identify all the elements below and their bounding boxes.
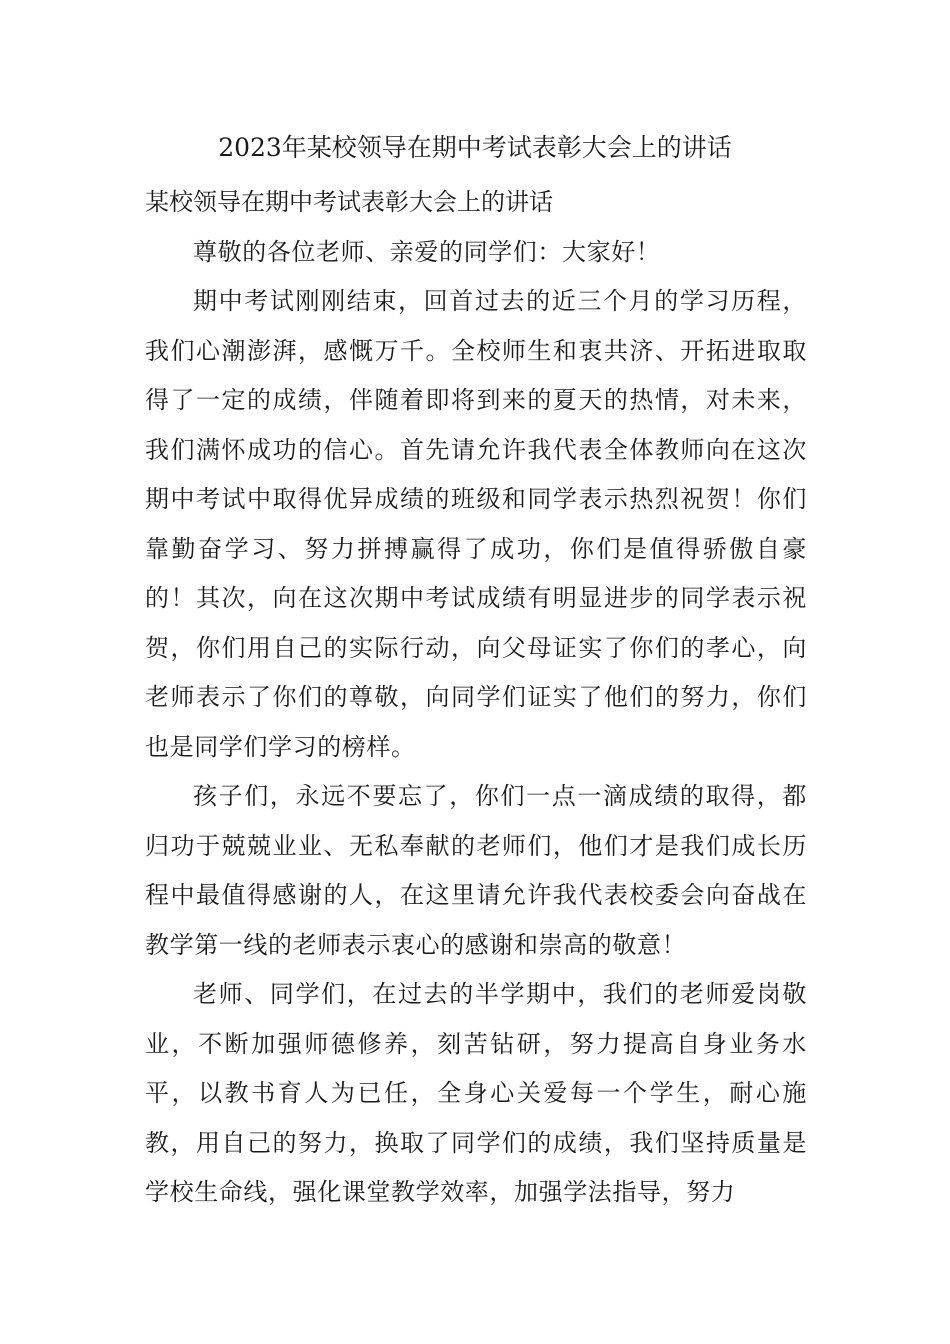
document-subtitle: 某校领导在期中考试表彰大会上的讲话: [145, 188, 553, 216]
document-body: [145, 178, 807, 1218]
body-paragraph: 期中考试刚刚结束，回首过去的近三个月的学习历程，我们心潮澎湃，感慨万千。全校师生和衷共济、开拓进取取得了一定的成绩，伴随着即将到来的夏天的热情，对未来，我们满怀成功的信心。首先请允许我代表全体教师向在这次期中考试中取得优异成绩的班级和同学表示热烈祝贺！你们靠勤奋学习、努力拼搏赢得了成功，你们是值得骄傲自豪的！其次，向在这次期中考试成绩有明显进步的同学表示祝贺，你们用自己的实际行动，向父母证实了你们的孝心，向老师表示了你们的尊敬，向同学们证实了他们的努力，你们也是同学们学习的榜样。: [145, 287, 807, 761]
greeting-paragraph: 尊敬的各位老师、亲爱的同学们：大家好！: [193, 237, 661, 266]
document-title: 2023年某校领导在期中考试表彰大会上的讲话: [218, 133, 732, 162]
body-paragraph: 老师、同学们，在过去的半学期中，我们的老师爱岗敬业，不断加强师德修养，刻苦钻研，努力提高自身业务水平，以教书育人为已任，全身心关爱每一个学生，耐心施教，用自己的努力，换取了同学们的成绩，我们坚持质量是学校生命线，强化课堂教学效率，加强学法指导，努力: [145, 980, 807, 1206]
body-paragraph: 孩子们，永远不要忘了，你们一点一滴成绩的取得，都归功于兢兢业业、无私奉献的老师们，他们才是我们成长历程中最值得感谢的人，在这里请允许我代表校委会向奋战在教学第一线的老师表示衷心的感谢和崇高的敬意！: [145, 782, 807, 959]
